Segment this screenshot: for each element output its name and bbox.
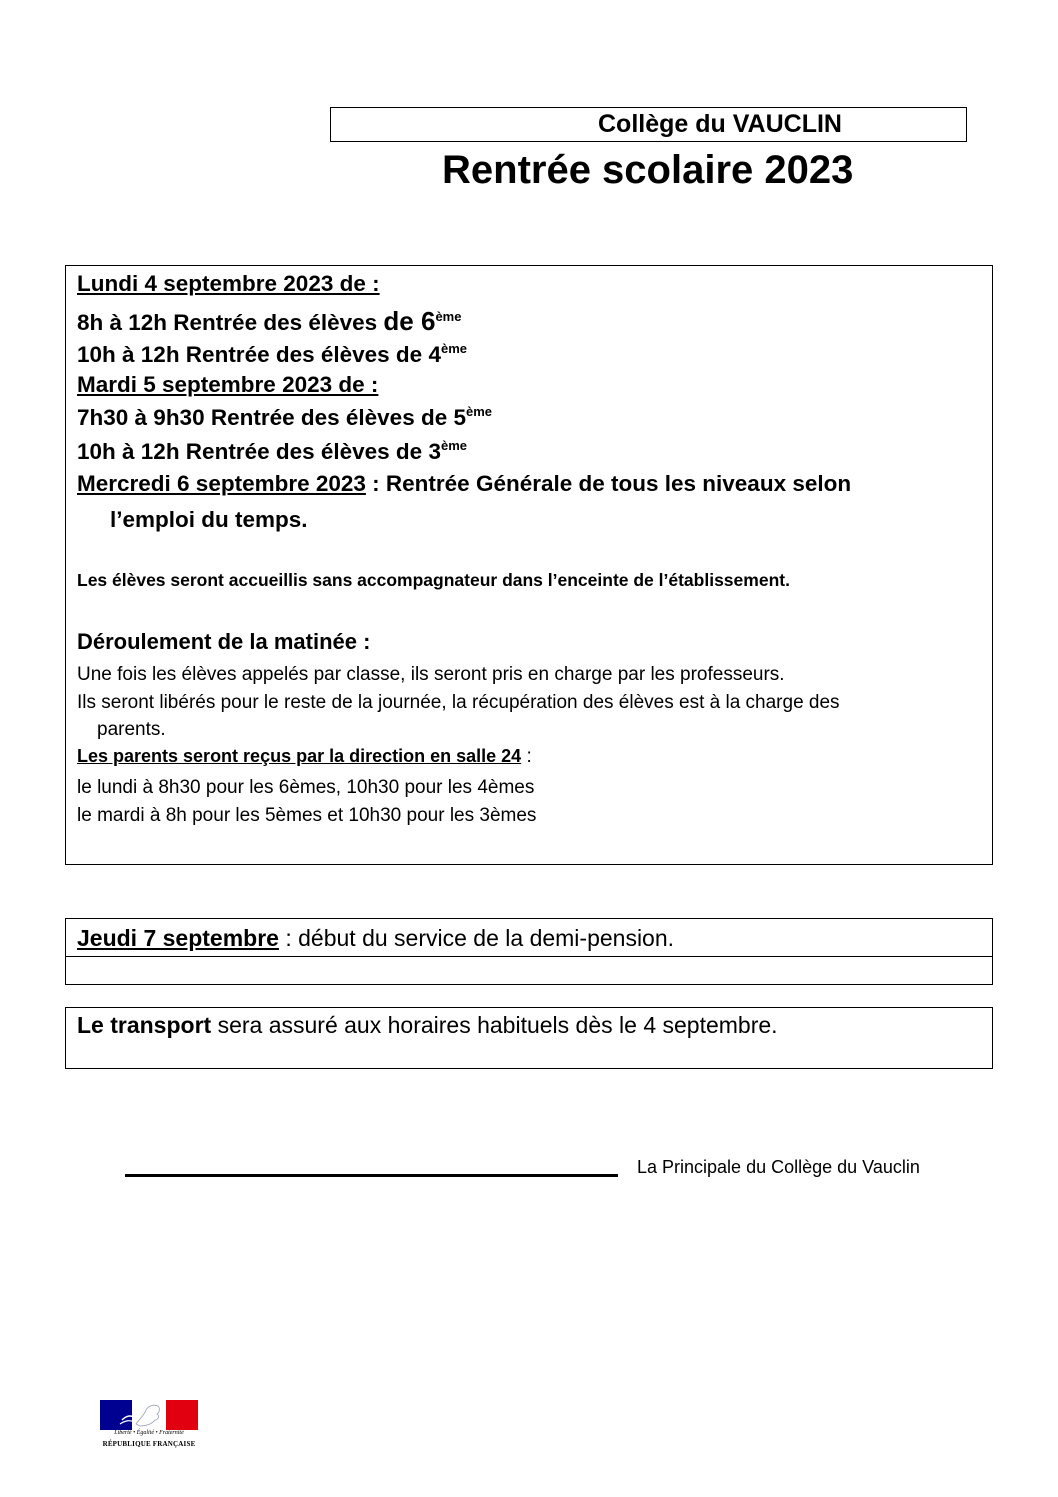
day2-heading: Mardi 5 septembre 2023 de : — [77, 372, 379, 397]
day1-line1 — [77, 306, 461, 337]
parents-monday: le lundi à 8h30 pour les 6èmes, 10h30 pour les 4èmes — [77, 777, 535, 798]
day2-line1-text: 7h30 à 9h30 Rentrée des élèves de 5 — [77, 405, 466, 430]
day1-line2-sup: ème — [440, 341, 467, 356]
logo-motto: Liberté • Égalité • Fraternité — [114, 1430, 184, 1436]
day1-line1-sup: ème — [435, 309, 462, 324]
canteen-line — [77, 925, 674, 952]
signature-text: La Principale du Collège du Vauclin — [637, 1157, 920, 1177]
reception-notice: Les élèves seront accueillis sans accompagnateur dans l’enceinte de l’établissement. — [77, 570, 790, 590]
transport-line — [77, 1012, 778, 1039]
canteen-box-empty-row — [65, 956, 993, 985]
marianne-flag-icon — [100, 1400, 198, 1430]
day3-heading: Mercredi 6 septembre 2023 — [77, 471, 366, 496]
parents-line — [77, 746, 532, 768]
parents-colon: : — [521, 746, 532, 767]
day1-line2-text: 10h à 12h Rentrée des élèves de 4 — [77, 342, 441, 367]
transport-text: sera assuré aux horaires habituels dès le 4 septembre. — [211, 1012, 778, 1038]
page-title: Rentrée scolaire 2023 — [442, 148, 854, 192]
day2-line2-text: 10h à 12h Rentrée des élèves de 3 — [77, 439, 441, 464]
day1-line1-text: 8h à 12h Rentrée des élèves — [77, 310, 384, 335]
day1-line1-level: de 6 — [383, 306, 436, 336]
day2-line1 — [77, 404, 492, 431]
day1-heading: Lundi 4 septembre 2023 de : — [77, 271, 380, 296]
logo-name: RÉPUBLIQUE FRANÇAISE — [102, 1440, 196, 1448]
day2-line1-sup: ème — [465, 404, 493, 419]
morning-line2-continuation: parents. — [97, 719, 166, 740]
day2-line2-sup: ème — [440, 438, 467, 453]
canteen-text: : début du service de la demi-pension. — [278, 925, 675, 951]
school-name: Collège du VAUCLIN — [598, 110, 842, 138]
day1-line2 — [77, 341, 467, 368]
day3-continuation: l’emploi du temps. — [110, 507, 308, 532]
day3-text: : Rentrée Générale de tous les niveaux selon — [365, 471, 852, 496]
day2-line2 — [77, 438, 467, 465]
signature-line — [125, 1174, 618, 1177]
parents-heading: Les parents seront reçus par la direction en salle 24 — [77, 746, 522, 766]
canteen-date: Jeudi 7 septembre — [77, 925, 279, 951]
parents-tuesday: le mardi à 8h pour les 5èmes et 10h30 pour les 3èmes — [77, 805, 537, 826]
day3-line — [77, 471, 851, 497]
morning-heading: Déroulement de la matinée : — [77, 629, 371, 654]
morning-line1: Une fois les élèves appelés par classe, ils seront pris en charge par les professeurs. — [77, 664, 785, 685]
morning-line2: Ils seront libérés pour le reste de la journée, la récupération des élèves est à la charge des — [77, 692, 840, 713]
transport-label: Le transport — [77, 1012, 212, 1038]
